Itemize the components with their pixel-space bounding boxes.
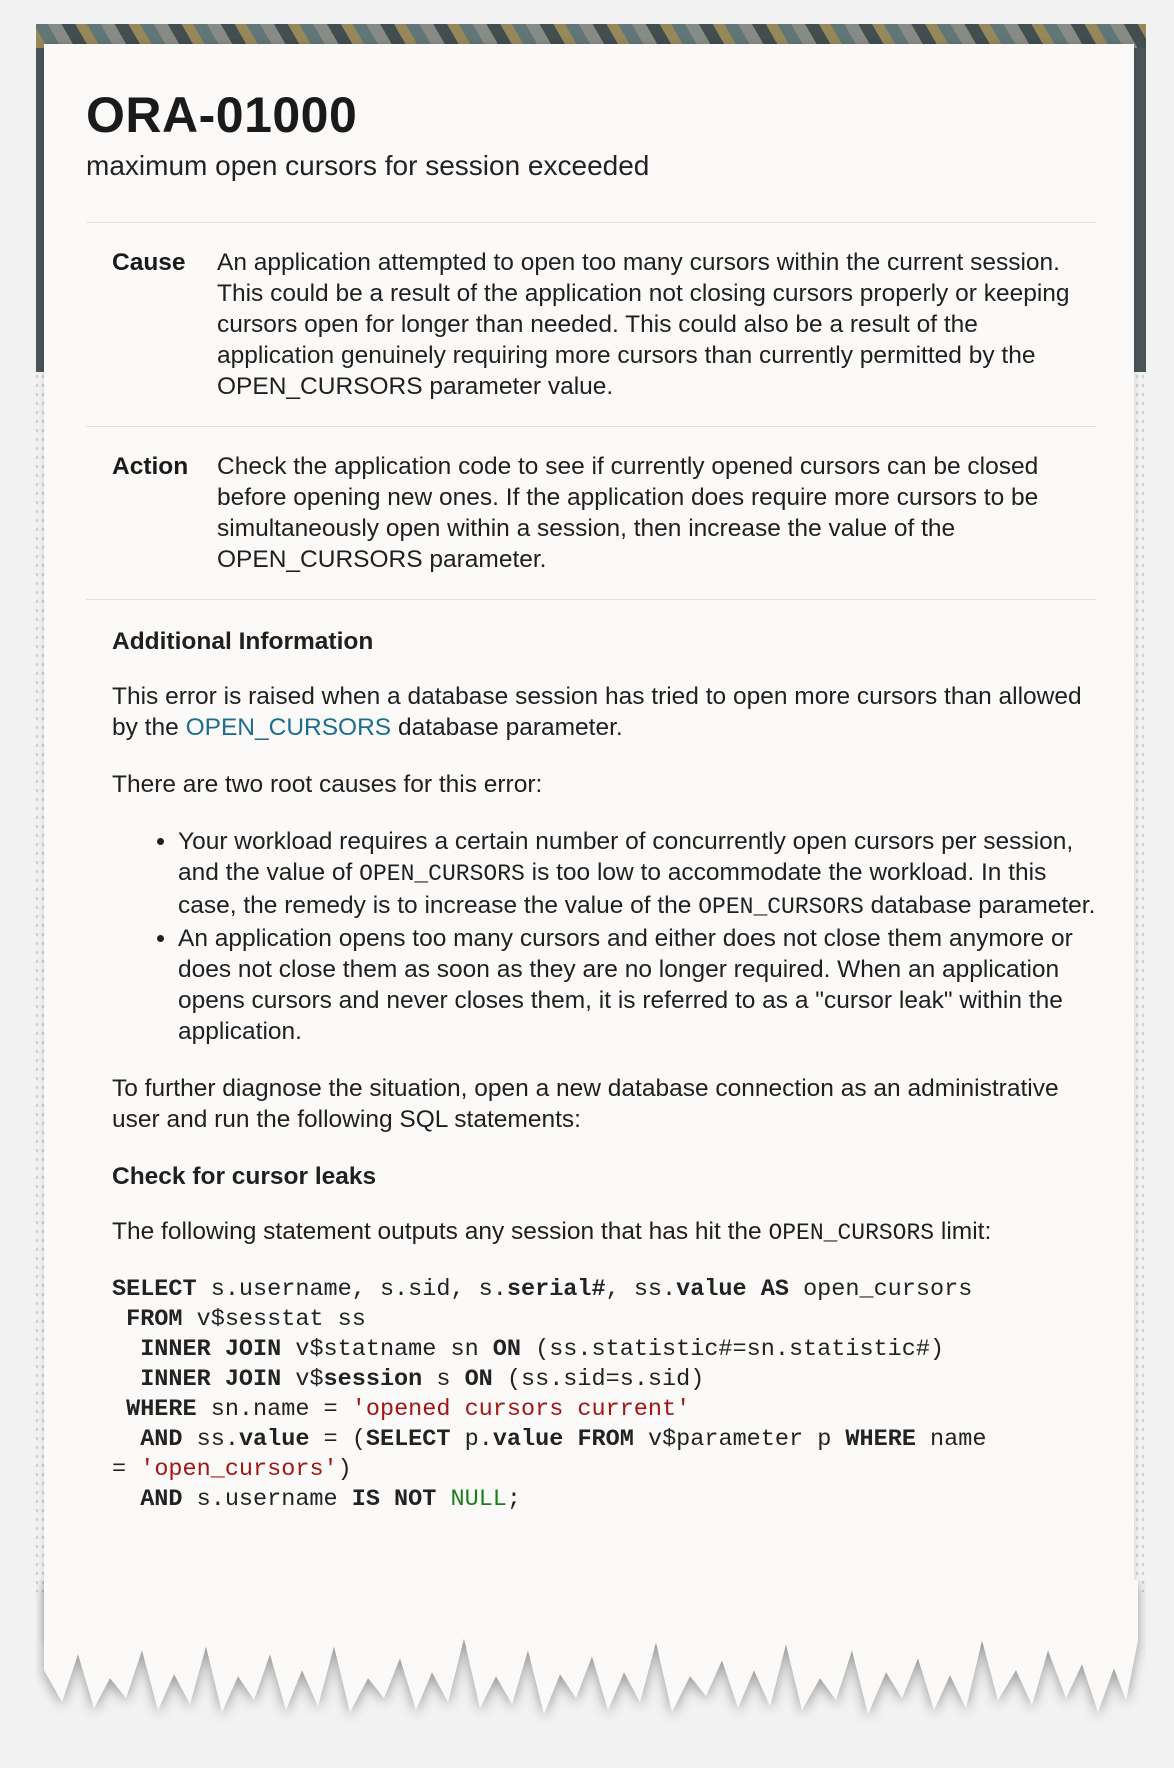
- inline-code: OPEN_CURSORS: [768, 1220, 935, 1246]
- inline-code: OPEN_CURSORS: [359, 861, 525, 887]
- action-label: Action: [112, 453, 189, 480]
- cause-text: An application attempted to open too many cursors within the current session. This could be a result of the application not closing cursors properly or keeping cursors open for longer than needed. This could also be a result of the application genuinely requiring more cursors than currently permitted by the OPEN_CURSORS parameter value.: [217, 249, 1070, 400]
- root-causes-list: [112, 826, 1096, 1047]
- text: is too low to accommodate the workload. In this case, the remedy is to increase the value of the: [178, 859, 1047, 919]
- document-content: [86, 84, 1096, 1515]
- list-item: [178, 826, 1096, 923]
- cursor-leaks-heading: Check for cursor leaks: [112, 1163, 377, 1190]
- right-perforation: [1134, 372, 1146, 1592]
- paragraph: There are two root causes for this error:: [112, 771, 543, 798]
- text: Your workload requires a certain number of concurrently open cursors per session, and the value of: [178, 828, 1074, 886]
- text: database parameter.: [863, 892, 1096, 919]
- sql-code-block: SELECT s.username, s.sid, s.serial#, ss.value AS open_cursors FROM v$sesstat ss INNER JOIN v$statname sn ON (ss.statistic#=sn.statistic#) INNER JOIN v$session s ON (ss.sid=s.sid) WHERE sn.name = 'opened cursors current' AND ss.value = (SELECT p.value FROM v$parameter p WHERE name = 'open_cursors') AND s.username IS NOT NULL;: [112, 1276, 987, 1513]
- error-code: ORA-01000: [86, 87, 358, 143]
- text: This error is raised when a database session has tried to open more cursors than allowed by the: [112, 683, 1082, 741]
- action-section: [86, 427, 1096, 599]
- text: database parameter.: [391, 714, 623, 741]
- text: limit:: [934, 1218, 992, 1245]
- inline-code: OPEN_CURSORS: [698, 894, 864, 920]
- paragraph: [112, 1216, 1096, 1249]
- additional-heading: Additional Information: [112, 628, 374, 655]
- additional-information: [86, 600, 1096, 1515]
- cause-section: [86, 223, 1096, 426]
- cause-label: Cause: [112, 249, 186, 276]
- text: The following statement outputs any session that has hit the: [112, 1218, 769, 1245]
- paragraph: To further diagnose the situation, open a new database connection as an administrative user and run the following SQL statements:: [112, 1075, 1059, 1133]
- error-message: maximum open cursors for session exceeded: [86, 150, 650, 181]
- paragraph: [112, 681, 1096, 743]
- list-item: • An application opens too many cursors and either does not close them anymore or does not close them as soon as they are no longer required. When an application opens cursors and never closes them, it is referred to as a "cursor leak" within the application.: [178, 923, 1096, 1047]
- open-cursors-link[interactable]: OPEN_CURSORS: [185, 714, 392, 741]
- torn-paper-edge: [36, 1580, 1146, 1740]
- action-text: Check the application code to see if currently opened cursors can be closed before opening new ones. If the application does require more cursors to be simultaneously open within a session, then increase the value of the OPEN_CURSORS parameter.: [217, 453, 1039, 573]
